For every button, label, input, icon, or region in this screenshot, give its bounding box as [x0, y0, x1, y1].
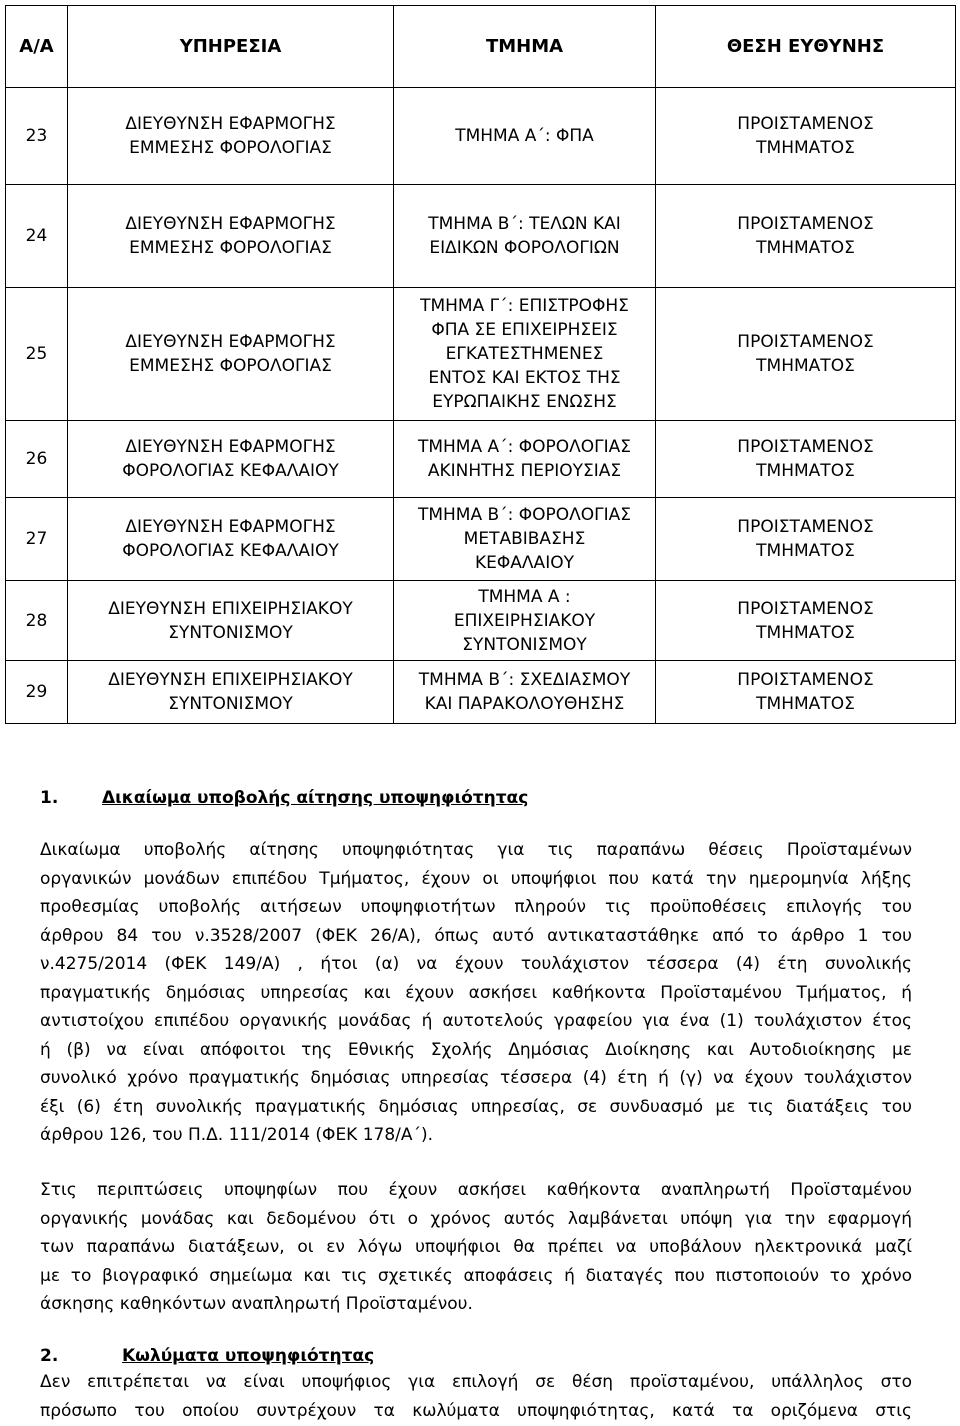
position-line: ΠΡΟΙΣΤΑΜΕΝΟΣ	[737, 517, 874, 537]
paragraph-line: άρθρου 84 του ν.3528/2007 (ΦΕΚ 26/Α), όπως αυτό αντικαταστάθηκε από το άρθρο 1 του	[40, 925, 912, 946]
paragraph-line: έξι (6) έτη συνολικής πραγματικής δημόσιας υπηρεσίας, σε συνδυασμό με τις διατάξεις του	[40, 1096, 912, 1117]
position-line: ΠΡΟΙΣΤΑΜΕΝΟΣ	[737, 114, 874, 134]
paragraph-line: με το βιογραφικό σημείωμα και τις σχετικές αποφάσεις ή διαταγές που πιστοποιούν το χρόνο	[40, 1265, 912, 1286]
paragraph-line: οργανικών μονάδων επιπέδου Τμήματος, έχουν οι υποψήφιοι που κατά την ημερομηνία λήξης	[40, 868, 912, 889]
section-2-number: 2.	[40, 1346, 59, 1366]
paragraph-line: άρθρου 126, του Π.Δ. 111/2014 (ΦΕΚ 178/Α΄).	[40, 1125, 434, 1145]
paragraph-line: Δικαίωμα υποβολής αίτησης υποψηφιότητας για τις παραπάνω θέσεις Προϊσταμένων	[40, 840, 912, 860]
row-number: 23	[6, 88, 68, 185]
department-line: ΕΙΔΙΚΩΝ ΦΟΡΟΛΟΓΙΩΝ	[429, 238, 620, 258]
service-line: ΕΜΜΕΣΗΣ ΦΟΡΟΛΟΓΙΑΣ	[129, 138, 332, 158]
department-line: ΕΝΤΟΣ ΚΑΙ ΕΚΤΟΣ ΤΗΣ	[428, 368, 621, 388]
department-line: ΤΜΗΜΑ Β΄: ΣΧΕΔΙΑΣΜΟΥ	[418, 670, 631, 690]
section-2-heading	[40, 1346, 374, 1366]
service-line: ΔΙΕΥΘΥΝΣΗ ΕΦΑΡΜΟΓΗΣ	[125, 332, 336, 352]
department-line: ΚΕΦΑΛΑΙΟΥ	[475, 553, 574, 573]
department-line: ΕΠΙΧΕΙΡΗΣΙΑΚΟΥ	[453, 610, 596, 631]
position-line: ΠΡΟΙΣΤΑΜΕΝΟΣ	[737, 214, 874, 234]
paragraph-line: ν.4275/2014 (ΦΕΚ 149/Α) , ήτοι (α) να έχουν τουλάχιστον τέσσερα (4) έτη συνολικής	[40, 954, 912, 974]
position-line: ΤΜΗΜΑΤΟΣ	[756, 138, 855, 158]
service-line: ΕΜΜΕΣΗΣ ΦΟΡΟΛΟΓΙΑΣ	[129, 356, 332, 376]
department-line: ΤΜΗΜΑ Α΄: ΦΟΡΟΛΟΓΙΑΣ	[417, 437, 632, 457]
service-cell	[68, 661, 394, 724]
service-line: ΦΟΡΟΛΟΓΙΑΣ ΚΕΦΑΛΑΙΟΥ	[122, 461, 339, 481]
position-line: ΤΜΗΜΑΤΟΣ	[756, 622, 855, 643]
department-line: ΕΓΚΑΤΕΣΤΗΜΕΝΕΣ	[445, 344, 604, 364]
department-line: ΜΕΤΑΒΙΒΑΣΗΣ	[463, 529, 586, 549]
section-1-paragraph-1	[40, 836, 912, 1150]
paragraph-line: οργανικής μονάδας και δεδομένου ότι ο χρόνος αυτός λαμβάνεται υπόψη για την εφαρμογή	[40, 1208, 912, 1229]
department-line: ΑΚΙΝΗΤΗΣ ΠΕΡΙΟΥΣΙΑΣ	[427, 461, 622, 481]
service-line: ΔΙΕΥΘΥΝΣΗ ΕΦΑΡΜΟΓΗΣ	[125, 437, 336, 457]
row-number: 24	[6, 185, 68, 288]
position-line: ΤΜΗΜΑΤΟΣ	[756, 238, 855, 258]
service-cell	[68, 421, 394, 498]
position-line: ΤΜΗΜΑΤΟΣ	[756, 541, 855, 561]
service-cell	[68, 498, 394, 581]
section-1-number: 1.	[40, 788, 59, 808]
service-line: ΔΙΕΥΘΥΝΣΗ ΕΦΑΡΜΟΓΗΣ	[125, 114, 336, 134]
header-service: ΥΠΗΡΕΣΙΑ	[68, 6, 394, 88]
position-line: ΤΜΗΜΑΤΟΣ	[756, 461, 855, 481]
service-line: ΔΙΕΥΘΥΝΣΗ ΕΠΙΧΕΙΡΗΣΙΑΚΟΥ	[108, 670, 353, 690]
position-cell	[656, 498, 956, 581]
department-cell	[394, 581, 656, 661]
position-cell	[656, 661, 956, 724]
table-row	[6, 661, 956, 724]
section-1-paragraph-2	[40, 1176, 912, 1319]
section-2-paragraph	[40, 1368, 912, 1425]
department-cell	[394, 421, 656, 498]
row-number: 25	[6, 288, 68, 421]
paragraph-line: πρόσωπο του οποίου συντρέχουν τα κωλύματα υποψηφιότητας, κατά τα οριζόμενα στις	[40, 1400, 912, 1421]
service-line: ΔΙΕΥΘΥΝΣΗ ΕΠΙΧΕΙΡΗΣΙΑΚΟΥ	[108, 598, 353, 619]
position-line: ΠΡΟΙΣΤΑΜΕΝΟΣ	[737, 332, 874, 352]
position-line: ΠΡΟΙΣΤΑΜΕΝΟΣ	[737, 598, 874, 619]
service-line: ΣΥΝΤΟΝΙΣΜΟΥ	[168, 694, 293, 714]
service-line: ΔΙΕΥΘΥΝΣΗ ΕΦΑΡΜΟΓΗΣ	[125, 214, 336, 234]
department-cell	[394, 498, 656, 581]
position-cell	[656, 185, 956, 288]
department-line: ΤΜΗΜΑ Γ΄: ΕΠΙΣΤΡΟΦΗΣ	[420, 296, 629, 316]
service-line: ΕΜΜΕΣΗΣ ΦΟΡΟΛΟΓΙΑΣ	[129, 238, 332, 258]
department-line: ΤΜΗΜΑ Β΄: ΦΟΡΟΛΟΓΙΑΣ	[417, 505, 632, 525]
paragraph-line: Δεν επιτρέπεται να είναι υποψήφιος για επιλογή σε θέση προϊσταμένου, υπάλληλος στο	[40, 1372, 912, 1392]
position-cell	[656, 421, 956, 498]
department-line: ΦΠΑ ΣΕ ΕΠΙΧΕΙΡΗΣΕΙΣ	[431, 320, 618, 340]
paragraph-line: Στις περιπτώσεις υποψηφίων που έχουν ασκήσει καθήκοντα αναπληρωτή Προϊσταμένου	[40, 1180, 912, 1200]
department-line: ΚΑΙ ΠΑΡΑΚΟΛΟΥΘΗΣΗΣ	[424, 694, 625, 714]
paragraph-line: συνολικό χρόνο πραγματικής δημόσιας υπηρεσίας τέσσερα (4) έτη ή (γ) να έχουν τουλάχιστον	[40, 1068, 912, 1088]
position-cell	[656, 88, 956, 185]
section-1-title: Δικαίωμα υποβολής αίτησης υποψηφιότητας	[102, 788, 529, 808]
table-row	[6, 88, 956, 185]
table-header-row	[6, 6, 956, 88]
department-line: ΤΜΗΜΑ Α΄: ΦΠΑ	[455, 126, 594, 146]
position-line: ΠΡΟΙΣΤΑΜΕΝΟΣ	[737, 670, 874, 690]
position-cell	[656, 288, 956, 421]
table-row	[6, 185, 956, 288]
positions-table	[5, 5, 956, 724]
department-cell	[394, 88, 656, 185]
service-cell	[68, 88, 394, 185]
department-line: ΤΜΗΜΑ Β΄: ΤΕΛΩΝ ΚΑΙ	[428, 214, 621, 234]
service-cell	[68, 581, 394, 661]
position-line: ΤΜΗΜΑΤΟΣ	[756, 356, 855, 376]
position-line: ΠΡΟΙΣΤΑΜΕΝΟΣ	[737, 437, 874, 457]
row-number: 29	[6, 661, 68, 724]
header-position: ΘΕΣΗ ΕΥΘΥΝΗΣ	[656, 6, 956, 88]
header-aa: Α/Α	[6, 6, 68, 88]
service-cell	[68, 288, 394, 421]
department-cell	[394, 185, 656, 288]
paragraph-line: πραγματικής δημόσιας υπηρεσίας και έχουν ασκήσει καθήκοντα Προϊσταμένου Τμήματος, ή	[40, 982, 912, 1003]
service-line: ΣΥΝΤΟΝΙΣΜΟΥ	[168, 622, 293, 643]
department-cell	[394, 288, 656, 421]
service-line: ΦΟΡΟΛΟΓΙΑΣ ΚΕΦΑΛΑΙΟΥ	[122, 541, 339, 561]
position-cell	[656, 581, 956, 661]
service-cell	[68, 185, 394, 288]
paragraph-line: προθεσμίας υποβολής αιτήσεων υποψηφιοτήτων πληρούν τις προϋποθέσεις επιλογής του	[40, 897, 912, 917]
table-row	[6, 421, 956, 498]
section-1-heading	[40, 788, 528, 808]
table-row	[6, 498, 956, 581]
paragraph-line: άσκησης καθηκόντων αναπληρωτή Προϊσταμένου.	[40, 1294, 473, 1314]
department-line: ΣΥΝΤΟΝΙΣΜΟΥ	[462, 634, 587, 655]
table-row	[6, 288, 956, 421]
paragraph-line: αντιστοίχου επιπέδου οργανικής μονάδας ή αυτοτελούς γραφείου για ένα (1) τουλάχιστον έτος	[40, 1011, 912, 1031]
department-cell	[394, 661, 656, 724]
paragraph-line: ή (β) να είναι απόφοιτοι της Εθνικής Σχολής Δημόσιας Διοίκησης και Αυτοδιοίκησης με	[40, 1039, 912, 1060]
section-2-title: Κωλύματα υποψηφιότητας	[122, 1346, 375, 1366]
row-number: 26	[6, 421, 68, 498]
department-line: ΕΥΡΩΠΑΙΚΗΣ ΕΝΩΣΗΣ	[432, 392, 617, 412]
position-line: ΤΜΗΜΑΤΟΣ	[756, 694, 855, 714]
table-row	[6, 581, 956, 661]
department-line: ΤΜΗΜΑ Α :	[478, 586, 571, 607]
row-number: 28	[6, 581, 68, 661]
header-department: ΤΜΗΜΑ	[394, 6, 656, 88]
row-number: 27	[6, 498, 68, 581]
paragraph-line: των παραπάνω διατάξεων, οι εν λόγω υποψήφιοι θα πρέπει να υποβάλουν ηλεκτρονικά μαζί	[40, 1237, 912, 1257]
service-line: ΔΙΕΥΘΥΝΣΗ ΕΦΑΡΜΟΓΗΣ	[125, 517, 336, 537]
